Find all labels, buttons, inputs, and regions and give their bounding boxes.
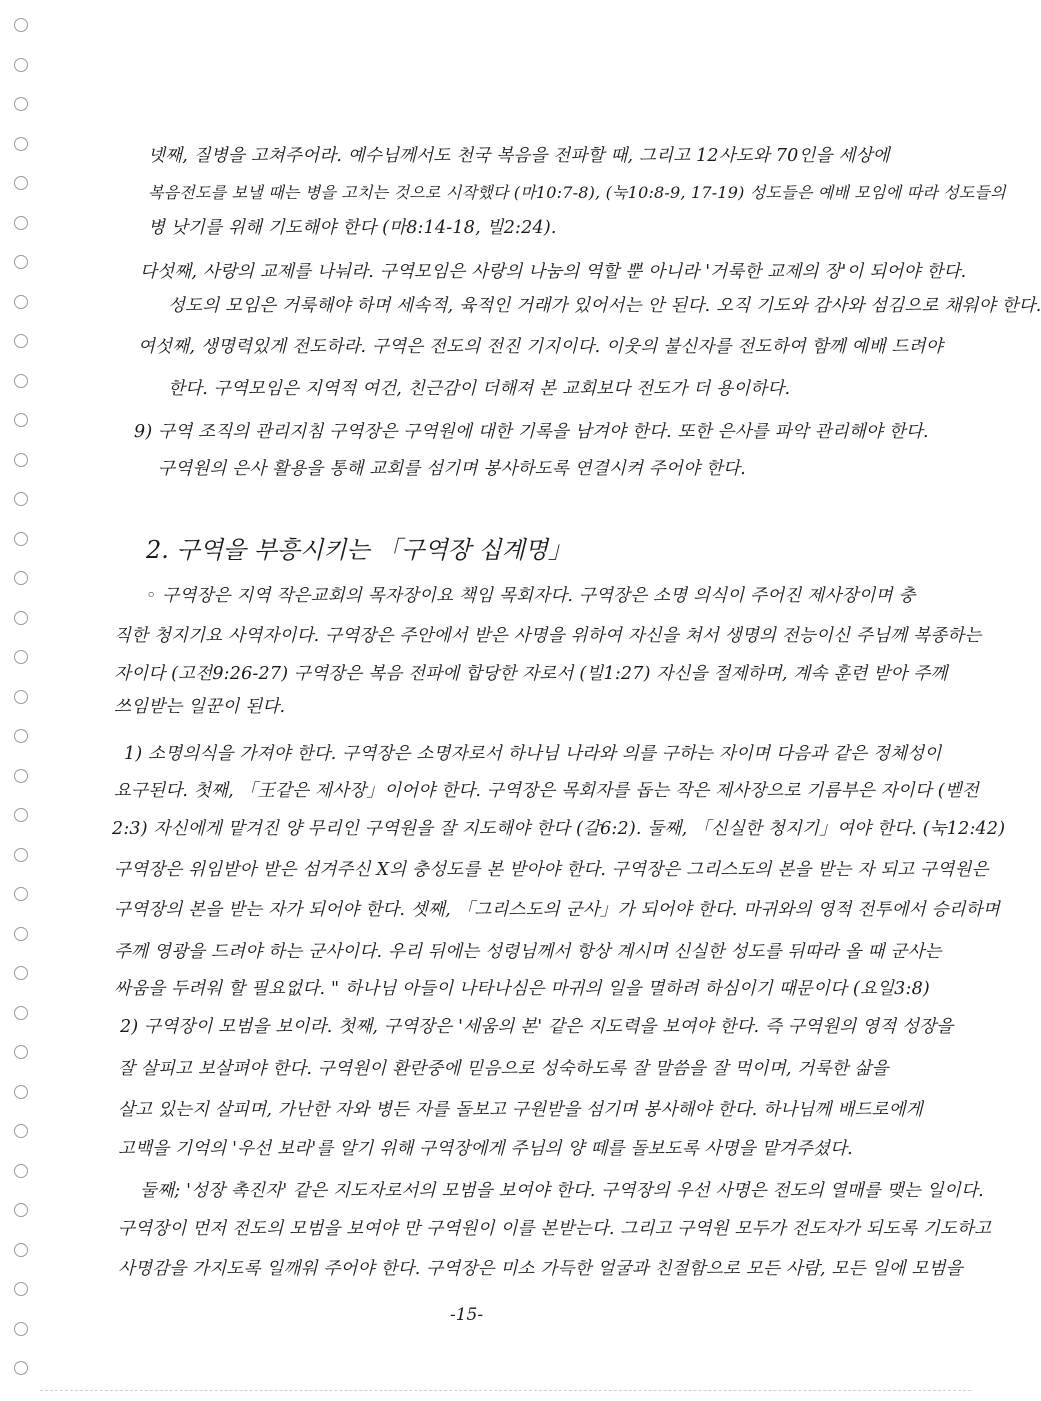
binder-hole xyxy=(14,374,28,388)
text-line: 둘째; '성장 촉진자' 같은 지도자로서의 모범을 보여야 한다. 구역장의 우선 사명은 전도의 열매를 맺는 일이다. xyxy=(140,1181,984,1201)
binder-hole xyxy=(14,1203,28,1217)
text-line: 구역원의 은사 활용을 통해 교회를 섬기며 봉사하도록 연결시켜 주어야 한다. xyxy=(158,459,746,479)
text-line: 2:3) 자신에게 맡겨진 양 무리인 구역원을 잘 지도해야 한다 (갈6:2). 둘째, 「신실한 청지기」여야 한다. (눅12:42) xyxy=(112,819,1006,839)
binder-hole xyxy=(14,769,28,783)
text-line: 자이다 (고전9:26-27) 구역장은 복음 전파에 합당한 자로서 (빌1:27) 자신을 절제하며, 계속 훈련 받아 주께 xyxy=(114,664,948,684)
page-number: -15- xyxy=(450,1305,484,1325)
text-line: 구역장의 본을 받는 자가 되어야 한다. 셋째, 「그리스도의 군사」가 되어야 한다. 마귀와의 영적 전투에서 승리하며 xyxy=(114,900,1000,920)
binder-hole xyxy=(14,97,28,111)
text-line: 다섯째, 사랑의 교제를 나눠라. 구역모임은 사랑의 나눔의 역할 뿐 아니라 '거룩한 교제의 장'이 되어야 한다. xyxy=(140,262,967,282)
binder-hole xyxy=(14,848,28,862)
text-line: 주께 영광을 드려야 하는 군사이다. 우리 뒤에는 성령님께서 항상 계시며 신실한 성도를 뒤따라 올 때 군사는 xyxy=(114,942,942,962)
binder-hole xyxy=(14,532,28,546)
text-line: 고백을 기억의 '우선 보라'를 알기 위해 구역장에게 주님의 양 떼를 돌보도록 사명을 맡겨주셨다. xyxy=(118,1139,853,1159)
text-line: 싸움을 두려워 할 필요없다. " 하나님 아들이 나타나심은 마귀의 일을 멸하려 하심이기 때문이다 (요일3:8) xyxy=(114,979,930,999)
binder-hole xyxy=(14,58,28,72)
text-line: 한다. 구역모임은 지역적 여건, 친근감이 더해져 본 교회보다 전도가 더 용이하다. xyxy=(168,379,791,399)
binder-hole xyxy=(14,255,28,269)
text-line: 2) 구역장이 모범을 보이라. 첫째, 구역장은 '세움의 본' 같은 지도력을 보여야 한다. 즉 구역원의 영적 성장을 xyxy=(120,1017,954,1037)
binder-hole xyxy=(14,1045,28,1059)
page-edge-rule xyxy=(40,1390,971,1391)
binder-hole xyxy=(14,1164,28,1178)
text-line: ◦ 구역장은 지역 작은교회의 목자장이요 책임 목회자다. 구역장은 소명 의식이 주어진 제사장이며 충 xyxy=(146,586,916,606)
binder-hole xyxy=(14,137,28,151)
binder-hole xyxy=(14,887,28,901)
binder-hole xyxy=(14,729,28,743)
text-line: 복음전도를 보낼 때는 병을 고치는 것으로 시작했다 (마10:7-8), (눅10:8-9, 17-19) 성도들은 예배 모임에 따라 성도들의 xyxy=(148,183,1006,202)
text-line: 사명감을 가지도록 일깨워 주어야 한다. 구역장은 미소 가득한 얼굴과 친절함으로 모든 사람, 모든 일에 모범을 xyxy=(118,1259,963,1279)
text-line: 1) 소명의식을 가져야 한다. 구역장은 소명자로서 하나님 나라와 의를 구하는 자이며 다음과 같은 정체성이 xyxy=(124,744,942,764)
binder-hole xyxy=(14,1282,28,1296)
text-line: 쓰임받는 일꾼이 된다. xyxy=(114,697,286,717)
text-line: 잘 살피고 보살펴야 한다. 구역원이 환란중에 믿음으로 성숙하도록 잘 말씀을 잘 먹이며, 거룩한 삶을 xyxy=(118,1059,889,1079)
text-line: 성도의 모임은 거룩해야 하며 세속적, 육적인 거래가 있어서는 안 된다. 오직 기도와 감사와 섬김으로 채워야 한다. xyxy=(168,296,1041,316)
binder-holes xyxy=(12,18,36,1388)
binder-hole xyxy=(14,1124,28,1138)
binder-hole xyxy=(14,492,28,506)
binder-hole xyxy=(14,295,28,309)
binder-hole xyxy=(14,334,28,348)
binder-hole xyxy=(14,571,28,585)
binder-hole xyxy=(14,650,28,664)
text-line: 요구된다. 첫째, 「王같은 제사장」이어야 한다. 구역장은 목회자를 돕는 작은 제사장으로 기름부은 자이다 (벧전 xyxy=(114,781,979,801)
text-line: 병 낫기를 위해 기도해야 한다 (마8:14-18, 빌2:24). xyxy=(148,218,557,238)
binder-hole xyxy=(14,453,28,467)
binder-hole xyxy=(14,966,28,980)
binder-hole xyxy=(14,413,28,427)
text-line: 넷째, 질병을 고쳐주어라. 예수님께서도 천국 복음을 전파할 때, 그리고 12사도와 70인을 세상에 xyxy=(148,146,890,166)
binder-hole xyxy=(14,808,28,822)
section-heading: 2. 구역을 부흥시키는 「구역장 십계명」 xyxy=(146,536,572,564)
binder-hole xyxy=(14,1006,28,1020)
text-line: 구역장이 먼저 전도의 모범을 보여야 만 구역원이 이를 본받는다. 그리고 구역원 모두가 전도자가 되도록 기도하고 xyxy=(118,1219,992,1239)
binder-hole xyxy=(14,1361,28,1375)
binder-hole xyxy=(14,1322,28,1336)
text-line: 구역장은 위임받아 받은 섬겨주신 X의 충성도를 본 받아야 한다. 구역장은 그리스도의 본을 받는 자 되고 구역원은 xyxy=(114,860,989,880)
text-line: 9) 구역 조직의 관리지침 구역장은 구역원에 대한 기록을 남겨야 한다. 또한 은사를 파악 관리해야 한다. xyxy=(134,422,929,442)
text-line: 직한 청지기요 사역자이다. 구역장은 주안에서 받은 사명을 위하여 자신을 쳐서 생명의 전능이신 주님께 복종하는 xyxy=(114,626,982,646)
binder-hole xyxy=(14,1243,28,1257)
binder-hole xyxy=(14,176,28,190)
binder-hole xyxy=(14,927,28,941)
binder-hole xyxy=(14,611,28,625)
binder-hole xyxy=(14,690,28,704)
binder-hole xyxy=(14,18,28,32)
text-line: 여섯째, 생명력있게 전도하라. 구역은 전도의 전진 기지이다. 이웃의 불신자를 전도하여 함께 예배 드려야 xyxy=(138,337,943,357)
text-line: 살고 있는지 살피며, 가난한 자와 병든 자를 돌보고 구원받을 섬기며 봉사해야 한다. 하나님께 배드로에게 xyxy=(118,1100,923,1120)
binder-hole xyxy=(14,1085,28,1099)
binder-hole xyxy=(14,216,28,230)
